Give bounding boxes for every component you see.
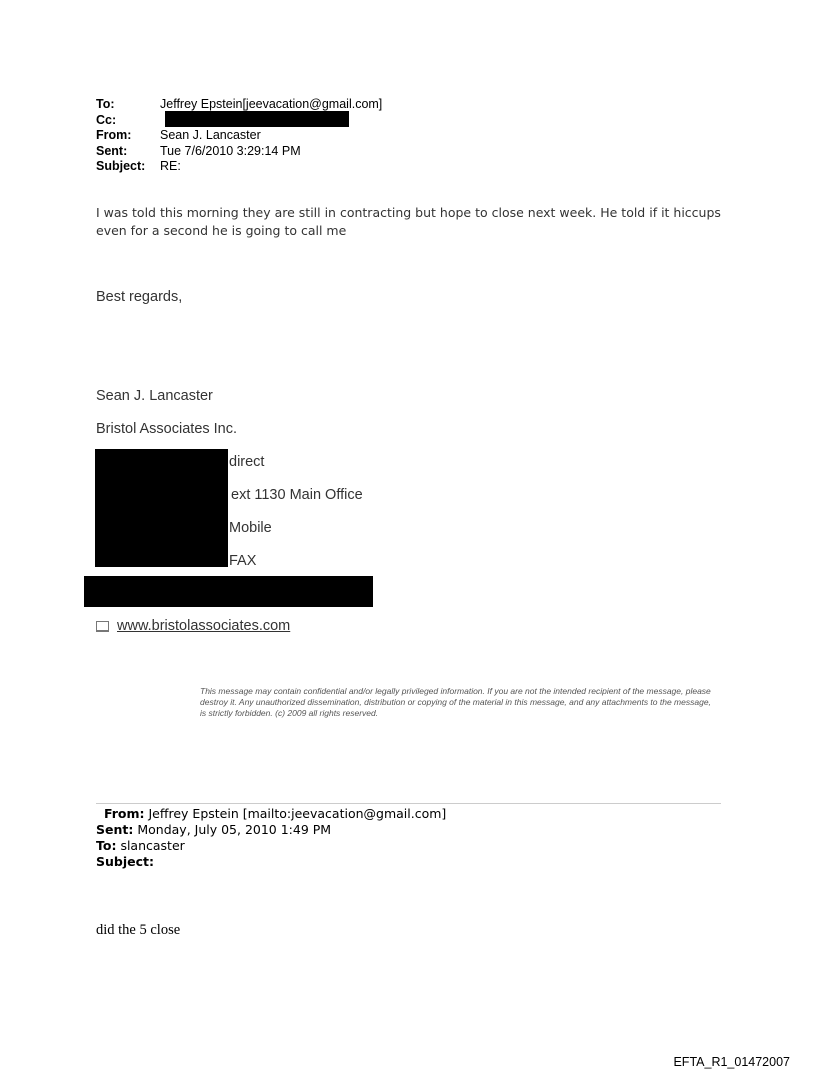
- separator: [96, 803, 721, 804]
- email-body: I was told this morning they are still in contracting but hope to close next week. He told if it hiccups even for a second he is going to call me: [96, 205, 721, 238]
- original-sent-row: [96, 822, 446, 838]
- original-subject-label: Subject:: [96, 854, 154, 869]
- redaction-phone-block: [95, 449, 228, 567]
- original-body: did the 5 close: [96, 922, 181, 938]
- sent-label: Sent:: [96, 143, 128, 158]
- document-id: EFTA_R1_01472007: [673, 1055, 790, 1069]
- subject-value: RE:: [160, 159, 181, 173]
- signature-name: Sean J. Lancaster: [96, 388, 213, 404]
- signature-company: Bristol Associates Inc.: [96, 421, 238, 437]
- to-label: To:: [96, 97, 115, 111]
- original-to-label: To:: [96, 838, 117, 853]
- original-from-label: From:: [104, 806, 145, 821]
- email-header: [96, 97, 382, 175]
- phone-label-mobile: Mobile: [229, 520, 272, 536]
- subject-label: Subject:: [96, 159, 146, 173]
- original-to-row: [96, 838, 446, 854]
- subject-row: [96, 159, 382, 175]
- sent-row: [96, 144, 382, 160]
- original-sent-value: Monday, July 05, 2010 1:49 PM: [137, 822, 332, 837]
- original-from-value: Jeffrey Epstein [mailto:jeevacation@gmail.com]: [148, 806, 447, 821]
- phone-label-fax: FAX: [229, 553, 257, 569]
- website-row: [96, 618, 290, 634]
- from-label: From:: [96, 128, 132, 142]
- redaction-cc: [165, 111, 349, 127]
- to-value: Jeffrey Epstein[jeevacation@gmail.com]: [160, 97, 383, 111]
- cc-label: Cc:: [96, 112, 117, 127]
- website-link[interactable]: www.bristolassociates.com: [117, 618, 291, 634]
- redaction-email-block: [84, 576, 373, 607]
- closing-text: Best regards,: [96, 289, 183, 305]
- original-to-value: slancaster: [120, 838, 185, 853]
- from-row: [96, 128, 382, 144]
- disclaimer-text: This message may contain confidential and/or legally privileged information. If you are not the intended recipient of the message, please destroy it. Any unauthorized dissemination, distribution or copying of the material in this message, and any attachments to the message, is strictly forbidden. (c) 2009 all rights reserved.: [200, 686, 711, 718]
- computer-icon: [96, 621, 109, 632]
- original-from-row: [96, 806, 446, 822]
- sent-value: Tue 7/6/2010 3:29:14 PM: [160, 143, 301, 158]
- original-subject-row: [96, 854, 446, 870]
- original-sent-label: Sent:: [96, 822, 134, 837]
- phone-label-main-office: ext 1130 Main Office: [231, 487, 363, 503]
- phone-label-direct: direct: [229, 454, 265, 470]
- from-value: Sean J. Lancaster: [160, 128, 261, 142]
- original-message-header: [96, 806, 446, 870]
